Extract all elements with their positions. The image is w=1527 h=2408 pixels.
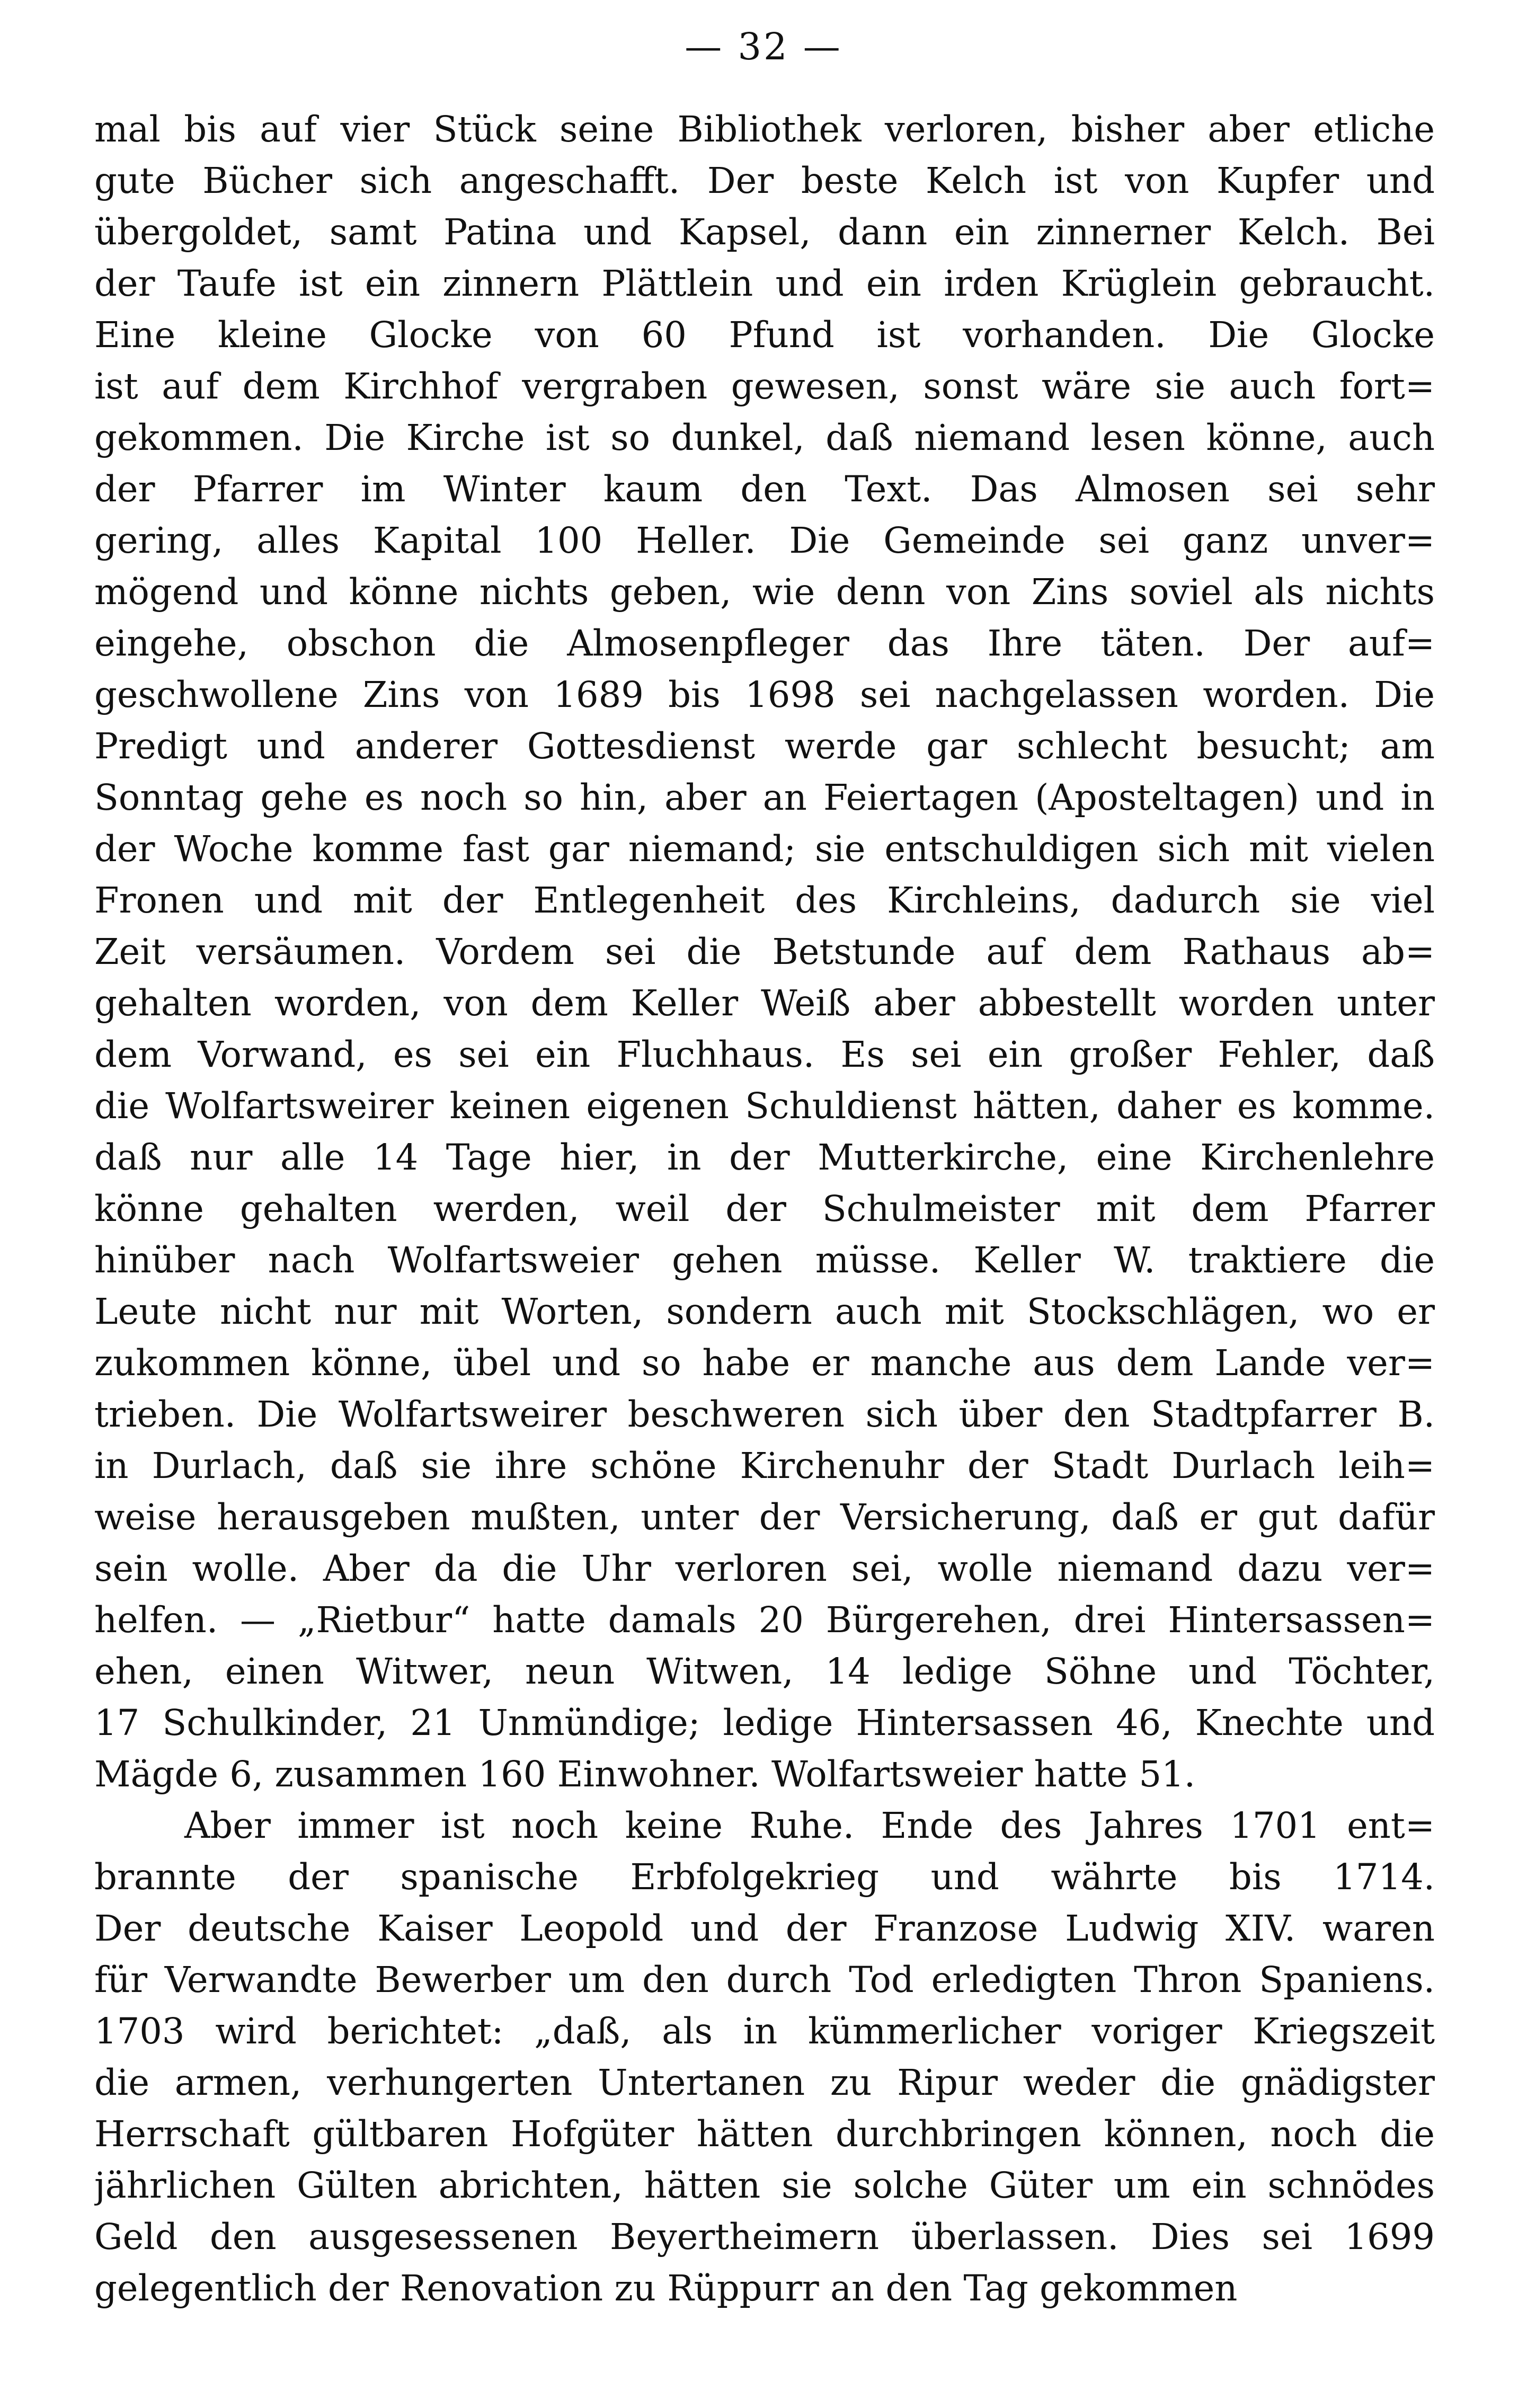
text-line: geschwollene Zins von 1689 bis 1698 sei nachgelassen worden. Die <box>94 674 1435 715</box>
text-line: die Wolfartsweirer keinen eigenen Schuldienst hätten, daher es komme. <box>94 1085 1435 1127</box>
text-line: könne gehalten werden, weil der Schulmeister mit dem Pfarrer <box>94 1188 1435 1229</box>
text-line: Zeit versäumen. Vordem sei die Betstunde auf dem Rathaus ab= <box>94 931 1435 972</box>
text-line: weise herausgeben mußten, unter der Versicherung, daß er gut dafür <box>94 1497 1435 1538</box>
text-line: Leute nicht nur mit Worten, sondern auch mit Stockschlägen, wo er <box>94 1291 1435 1332</box>
text-line: gute Bücher sich angeschafft. Der beste Kelch ist von Kupfer und <box>94 160 1435 201</box>
text-line: Mägde 6, zusammen 160 Einwohner. Wolfartsweier hatte 51. <box>94 1754 1196 1795</box>
text-line: der Taufe ist ein zinnern Plättlein und ein irden Krüglein gebraucht. <box>94 263 1435 304</box>
text-line: Sonntag gehe es noch so hin, aber an Feiertagen (Aposteltagen) und in <box>94 777 1435 818</box>
paragraph <box>94 104 1435 1800</box>
text-line: ist auf dem Kirchhof vergraben gewesen, sonst wäre sie auch fort= <box>94 366 1435 407</box>
text-line: gelegentlich der Renovation zu Rüppurr an den Tag gekommen <box>94 2268 1238 2309</box>
text-line: die armen, verhungerten Untertanen zu Ripur weder die gnädigster <box>94 2062 1435 2103</box>
text-line: gekommen. Die Kirche ist so dunkel, daß niemand lesen könne, auch <box>94 417 1435 458</box>
page-number: — 32 — <box>685 25 842 68</box>
text-line: der Woche komme fast gar niemand; sie entschuldigen sich mit vielen <box>94 828 1435 870</box>
text-line: übergoldet, samt Patina und Kapsel, dann ein zinnerner Kelch. Bei <box>94 211 1435 253</box>
text-line: Herrschaft gültbaren Hofgüter hätten durchbringen können, noch die <box>94 2113 1435 2155</box>
text-line: Geld den ausgesessenen Beyertheimern überlassen. Dies sei 1699 <box>94 2216 1435 2258</box>
text-line: Der deutsche Kaiser Leopold und der Franzose Ludwig XIV. waren <box>94 1908 1435 1949</box>
text-line: eingehe, obschon die Almosenpfleger das Ihre täten. Der auf= <box>94 623 1435 664</box>
text-line: Eine kleine Glocke von 60 Pfund ist vorhanden. Die Glocke <box>94 314 1435 356</box>
text-line: brannte der spanische Erbfolgekrieg und währte bis 1714. <box>94 1856 1435 1898</box>
text-line: jährlichen Gülten abrichten, hätten sie solche Güter um ein schnödes <box>94 2165 1435 2206</box>
text-line: 17 Schulkinder, 21 Unmündige; ledige Hintersassen 46, Knechte und <box>94 1702 1435 1743</box>
text-line: mal bis auf vier Stück seine Bibliothek verloren, bisher aber etliche <box>94 109 1435 150</box>
body-text <box>94 104 1435 2314</box>
text-line: hinüber nach Wolfartsweier gehen müsse. Keller W. traktiere die <box>94 1240 1435 1281</box>
text-line: 1703 wird berichtet: „daß, als in kümmerlicher voriger Kriegszeit <box>94 2011 1435 2052</box>
text-line: dem Vorwand, es sei ein Fluchhaus. Es sei ein großer Fehler, daß <box>94 1034 1435 1075</box>
text-line: ehen, einen Witwer, neun Witwen, 14 ledige Söhne und Töchter, <box>94 1651 1435 1692</box>
text-line: für Verwandte Bewerber um den durch Tod erledigten Thron Spaniens. <box>94 1959 1435 2000</box>
text-line: Aber immer ist noch keine Ruhe. Ende des Jahres 1701 ent= <box>184 1805 1435 1846</box>
text-line: gering, alles Kapital 100 Heller. Die Gemeinde sei ganz unver= <box>94 520 1435 561</box>
text-line: Predigt und anderer Gottesdienst werde gar schlecht besucht; am <box>94 725 1435 767</box>
text-line: sein wolle. Aber da die Uhr verloren sei, wolle niemand dazu ver= <box>94 1548 1435 1589</box>
text-line: daß nur alle 14 Tage hier, in der Mutterkirche, eine Kirchenlehre <box>94 1137 1435 1178</box>
paragraph <box>94 1800 1435 2314</box>
text-line: gehalten worden, von dem Keller Weiß aber abbestellt worden unter <box>94 982 1435 1024</box>
text-line: Fronen und mit der Entlegenheit des Kirchleins, dadurch sie viel <box>94 880 1435 921</box>
text-line: der Pfarrer im Winter kaum den Text. Das Almosen sei sehr <box>94 468 1435 510</box>
text-line: helfen. — „Rietbur“ hatte damals 20 Bürgerehen, drei Hintersassen= <box>94 1599 1435 1641</box>
text-line: in Durlach, daß sie ihre schöne Kirchenuhr der Stadt Durlach leih= <box>94 1445 1435 1486</box>
text-line: mögend und könne nichts geben, wie denn von Zins soviel als nichts <box>94 571 1435 613</box>
text-line: zukommen könne, übel und so habe er manche aus dem Lande ver= <box>94 1342 1435 1384</box>
text-line: trieben. Die Wolfartsweirer beschweren sich über den Stadtpfarrer B. <box>94 1394 1435 1435</box>
